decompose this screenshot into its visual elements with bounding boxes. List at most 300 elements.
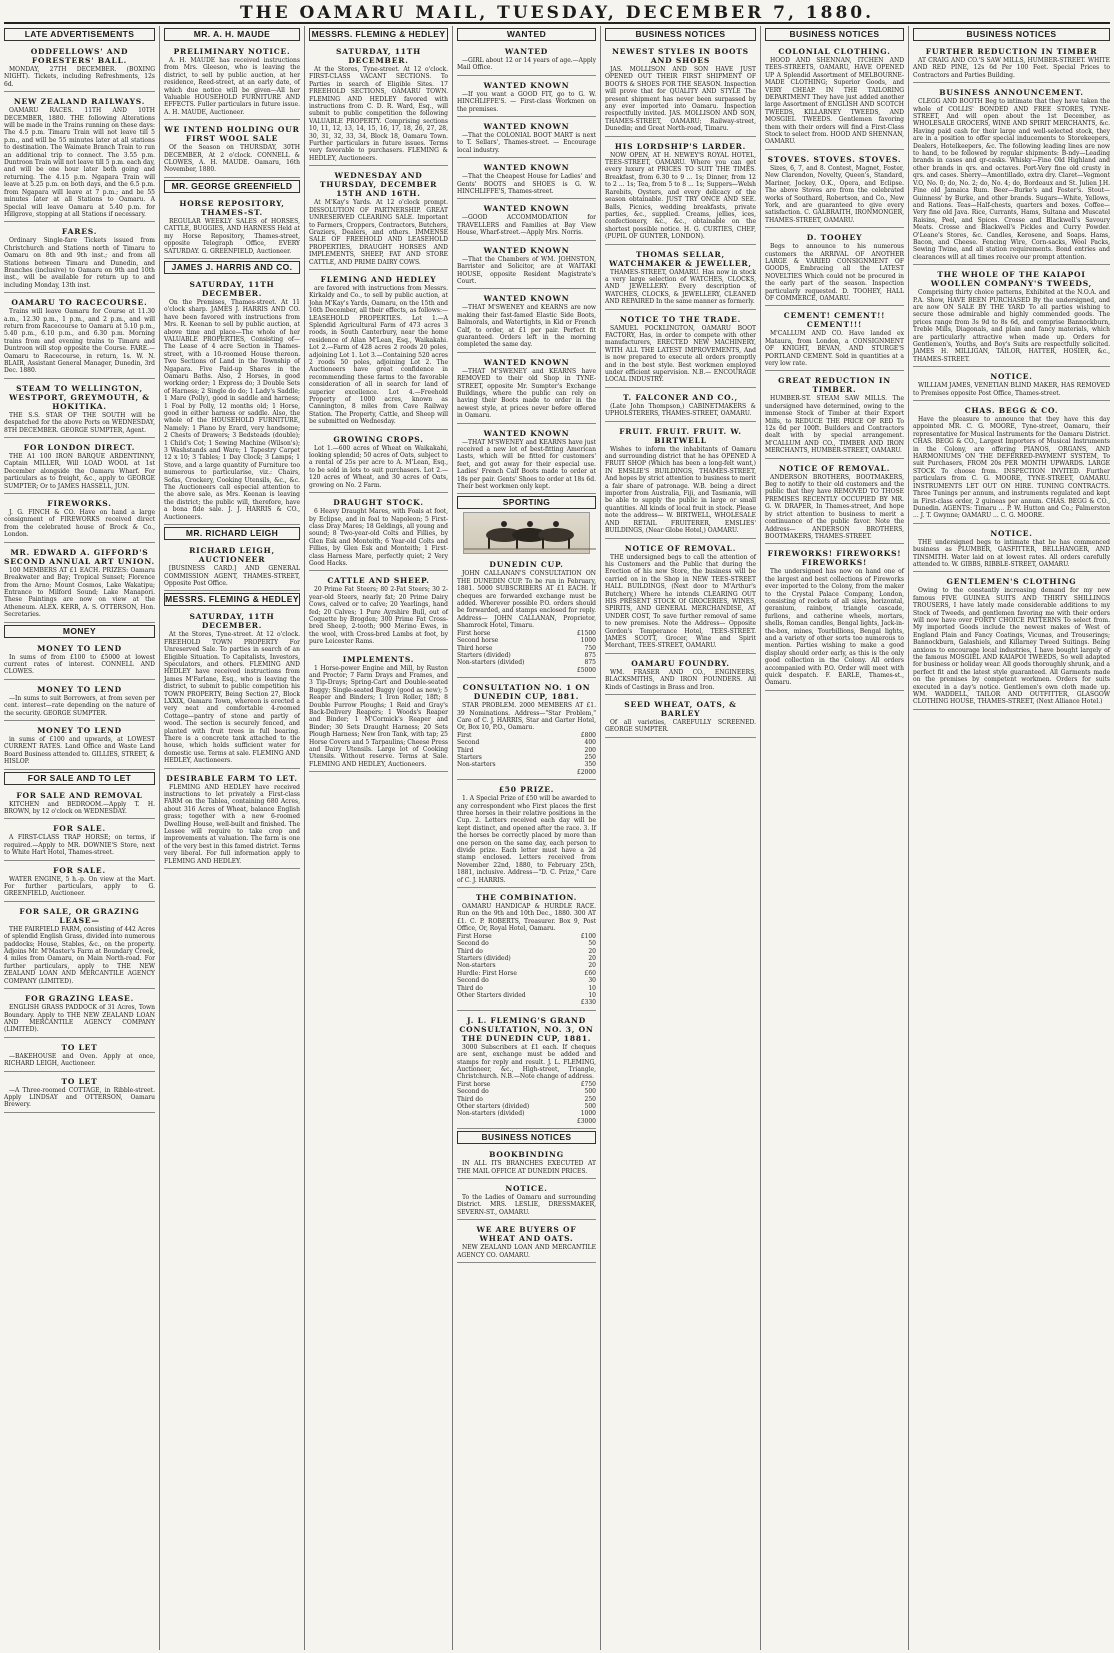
ad-body: —GIRL about 12 or 14 years of age.—Apply Mail Office. bbox=[457, 57, 596, 72]
prize-row bbox=[457, 962, 596, 969]
ad-title: TO LET bbox=[61, 1042, 98, 1052]
ad-body: HOOD AND SHENNAN, ITCHEN AND TEES-STREETS, OAMARU, HAVE OPENED UP A Splendid Assortment of MELBOURNE-MADE CLOTHING; Superior Goods, and VERY CHEAP. IN THE TAILORING DEPARTMENT They have just added another large Assortment of ENGLISH AND SCOTCH TWEEDS, KILLARNEY TWEEDS, AND MOSGIEL TWEEDS. Gentlemen favoring them with their orders will find a First-Class Stock to select from. HOOD AND SHENNAN, OAMARU. bbox=[765, 57, 904, 146]
advertisement bbox=[309, 272, 448, 430]
advertisement bbox=[605, 44, 756, 137]
advertisement bbox=[457, 291, 596, 352]
ad-body: FLEMING AND HEDLEY have received instructions to let privately a First-class FARM on the Tablea, containing 680 Acres, about 316 Acres of Wheat, balance English grass; together with a new 6-roomed Dwelling House, well-built and finished. The Lessee will require to take crop and improvements at valuation. The farm is one of the very best in this famed district. Terms very liberal. For full information apply to FLEMING AND HEDLEY. bbox=[164, 783, 300, 865]
advertisement bbox=[457, 782, 596, 888]
ad-title: WANTED KNOWN bbox=[483, 245, 570, 255]
prize-amount: 250 bbox=[584, 1095, 596, 1103]
advertisement bbox=[457, 1013, 596, 1129]
ad-title: TO LET bbox=[61, 1076, 98, 1086]
prize-row bbox=[457, 739, 596, 746]
ad-title: DESIRABLE FARM TO LET. bbox=[166, 773, 298, 783]
ad-body: NEW ZEALAND LOAN AND MERCANTILE AGENCY CO. OAMARU. bbox=[457, 1244, 596, 1259]
ad-title: MONEY TO LEND bbox=[37, 684, 122, 694]
prize-amount: £60 bbox=[584, 969, 596, 977]
prize-row bbox=[457, 652, 596, 659]
section-header: LATE ADVERTISEMENTS bbox=[4, 28, 155, 41]
ad-body: Owing to the constantly increasing demand for my new famous FIVE GUINEA SUITS AND THIRTY SHILLINGS TROUSERS, I have lately made considerable additions to my Stock of Tweeds, and gentlemen favoring me with their orders will now have over FORTY CHOICE PATTERNS To select from. My imported Goods include the newest makes of West of England Plain and Fancy Coatings, Vicunas, and Trouserings; Bannockburn, Galashiels, and Killarney Tweed Suitings. Being anxious to encourage local industries, I have bought largely of the famous MOSGIEL AND KAIAPOI TWEEDS, So well adapted for business or holiday wear. All goods thoroughly shrunk, and a perfect fit and the latest style guaranteed. All Garments made on the premises by competent workmen. Orders for suits executed in a day's notice. Gentlemen's own cloth made up. WM. WADDELL, TAILOR AND OUTFITTER, GLASGOW CLOTHING HOUSE, THAMES-STREET, (Next Alliance Hotel.) bbox=[913, 587, 1110, 706]
prize-label: First Horse bbox=[457, 932, 492, 940]
prize-row bbox=[457, 761, 596, 768]
ad-body: (Late John Thompson,) CABINETMAKERS & UPHOLSTERERS, THAMES-STREET, OAMARU. bbox=[605, 402, 756, 418]
section-header: JAMES J. HARRIS AND CO. bbox=[164, 261, 300, 274]
ad-body: Have the pleasure to announce that they have this day appointed MR. C. G. MOORE, Tyne-street, Oamaru, their representative for Musical Instruments for the Oamaru District. CHAS. BEGG & CO., Largest Importers of Musical Instruments in the Colony, are offering PIANOS, ORGANS, AND HARMONIUMS ON THE DEFERRED-PAYMENT SYSTEM, To suit Purchasers, FROM 20s PER MONTH UPWARDS. LARGE STOCK To choose from. INSPECTION INVITED. Further particulars from C. G. MOORE, TYNE-STREET, OAMARU. INSTRUMENTS LET OUT ON HIRE. TUNING CONTRACTS. Three Tunings per annum, and instruments regulated and kept in First-class order, 2 guineas per annum. CHAS. BEGG & CO., Dunedin. AGENTS: Timaru ... P. W. Hutton and Co.; Palmerston ... J. T. Gwynne; OAMARU ... C. G. MOORE. bbox=[913, 416, 1110, 520]
advertisement bbox=[4, 723, 155, 770]
prize-label: Other Starters divided bbox=[457, 991, 526, 999]
ad-title: WANTED KNOWN bbox=[483, 428, 570, 438]
advertisement bbox=[457, 1222, 596, 1263]
advertisement bbox=[765, 44, 904, 150]
ad-title: WANTED KNOWN bbox=[483, 294, 570, 304]
prize-row bbox=[457, 1081, 596, 1088]
ad-body: A. H. MAUDE has received instructions from Mrs. Gleeson, who is leaving the district, to sell by public auction, at her residence, Reed-street, at an early date, of which due notice will be given—All her Valuable HOUSEHOLD FURNITURE AND EFFECTS. Fuller particulars in future issue. A. H. MAUDE, Auctioneer. bbox=[164, 57, 300, 116]
ad-body: —In sums to suit Borrowers, at from seven per cent. interest—rate depending on the nature of the security. GEORGE SUMPTER. bbox=[4, 694, 155, 717]
advertisement bbox=[457, 680, 596, 780]
ad-title: DUNEDIN CUP. bbox=[489, 560, 564, 570]
ad-body: MONDAY, 27TH DECEMBER. (BOXING NIGHT). Tickets, including Refreshments, 12s 6d. bbox=[4, 66, 155, 88]
advertisement bbox=[913, 44, 1110, 83]
ad-body: NOW OPEN, AT H. NEWEY'S ROYAL HOTEL, TEES-STREET, OAMARU. Where you can get every luxury at PRICES TO SUIT THE TIMES. Breakfast, from 6.30 to 9 ... 1s; Dinner, from 12 to 2 ... 1s; Tea, from 5 to 8 ... 1s; Suppers—Welsh Rarebits, Oysters, and every delicacy of the season obtainable. JUST TRY ONCE AND SEE. Balls, Picnics, wedding breakfasts, private parties, &c., supplied. Creams, jellies, ices, confectionery, &c., &c., obtainable on the shortest possible notice. H. G. CURTIES, CHEF, (PUPIL OF GUNTER, LONDON). bbox=[605, 151, 756, 241]
ad-body: —THAT M'SWENEY and KEARNS have just received a new lot of best-fitting American Lasts, which will be fitted for customers' feet, and got away for their especial use. Ladies' French Calf Boots made to order at 18s per pair. Gents' Shoes to order at 18s 6d. Their best workmen only kept. bbox=[457, 438, 596, 491]
ad-body: 100 MEMBERS AT £1 EACH. PRIZES: Oamaru Breakwater and Bay; Tropical Sunset; Florence from the Arno; Mount Cosmos, Lake Wakatipu; Entrance to Milford Sound; Lake Manapori. These Paintings are now on view at the Atheneum. ALEX. KERR, A. S. OTTERSON, Hon. Secretaries. bbox=[4, 566, 155, 619]
ad-body: In sums of from £100 to £5000 at lowest current rates of interest. CONNELL AND CLOWES. bbox=[4, 653, 155, 676]
ad-title: DRAUGHT STOCK. bbox=[333, 498, 424, 508]
advertisement bbox=[309, 432, 448, 493]
ad-title: STOVES. STOVES. STOVES. bbox=[767, 154, 902, 164]
ad-body: —That the Chambers of WM. JOHNSTON, Barrister and Solicitor, are at WAITAKI HOUSE, opposite Resident Magistrate's Court. bbox=[457, 255, 596, 285]
advertisement bbox=[164, 44, 300, 120]
ad-body: To the Ladies of Oamaru and surrounding District. MRS. LESLIE, DRESSMAKER, SEVERN-ST., OAMARU. bbox=[457, 1194, 596, 1216]
ad-body: THE FAIRFIELD FARM, consisting of 442 Acres of splendid English Grass, divided into numerous paddocks; House, Stables, &c., on the property. Adjoins Mr. M'Master's Farm at Boundary Creek, 4 miles from Oamaru, on Main North-road. For further particulars, apply to THE NEW ZEALAND LOAN AND MERCANTILE AGENCY COMPANY (LIMITED). bbox=[4, 925, 155, 985]
ad-body: At the Stores, Tyne-street. At 12 o'clock. FREEHOLD TOWN PROPERTY For Unreserved Sale. To parties in search of an Eligible Situation. To Capitalists, Investors, Speculators, and others. FLEMING AND HEDLEY have received instructions from James M'Farlane, Esq., who is leaving the district, to submit to public competition his TOWN PROPERTY, Being Section 27, Block LXXIX, Oamaru Town, whereon is erected a very neat and comfortable 4-roomed Cottage—pantry of stone and partly of wood. The section is securely fenced, and planted with fruit trees in full bearing. There is a concrete tank attached to the house, which holds sufficient water for domestic use. Terms at sale. FLEMING AND HEDLEY, Auctioneers. bbox=[164, 631, 300, 765]
prize-row bbox=[457, 940, 596, 947]
advertisement bbox=[457, 78, 596, 117]
prize-row bbox=[457, 992, 596, 999]
prize-amount: 350 bbox=[584, 761, 596, 769]
ad-title: ODDFELLOWS' AND FORESTERS' BALL. bbox=[30, 47, 129, 65]
advertisement bbox=[4, 496, 155, 543]
advertisement bbox=[913, 267, 1110, 367]
prize-label: First bbox=[457, 731, 472, 739]
racehorse-engraving bbox=[463, 512, 590, 554]
section-header: MR. A. H. MAUDE bbox=[164, 28, 300, 41]
ad-title: CONSULTATION NO. 1 ON DUNEDIN CUP, 1881. bbox=[462, 683, 591, 702]
section-header: BUSINESS NOTICES bbox=[765, 28, 904, 41]
ad-title: COLONIAL CLOTHING. bbox=[778, 47, 891, 56]
advertisement bbox=[4, 863, 155, 902]
section-header: BUSINESS NOTICES bbox=[605, 28, 756, 41]
advertisement bbox=[605, 424, 756, 539]
ad-body: THE S.S. STAR OF THE SOUTH will be despatched for the above Ports on WEDNESDAY, 8TH DECEMBER. GEORGE SUMPTER, Agent. bbox=[4, 411, 155, 434]
ad-body: 1. A Special Prize of £50 will be awarded to any correspondent who First places the first three horses in their relative positions in the Cup. 2. Letters received each day will be kept distinct, and opened after the race. 3. If the horses be correctly placed by more than one person on the same day, each person to divide prize. Each letter must have a 2d stamp enclosed. Letters received from November 22nd, 1880, to February 25th, 1881, inclusive. Address—"D. C. Prize," Care of C. J. HARRIS. bbox=[457, 795, 596, 884]
section-header: MONEY bbox=[4, 625, 155, 638]
ad-body: Lot 1.—600 acres of Wheat on Waikakahi, looking splendid; 50 acres of Oats, subject to a rental of 25s per acre to A. M'Lean, Esq., to be sold in lots to suit purchasers. Lot 2.—120 acres of Wheat, and 30 acres of Oats, growing on No. 2 Farm. bbox=[309, 444, 448, 489]
prize-label: Non-starters (divided) bbox=[457, 659, 525, 667]
advertisement bbox=[4, 440, 155, 494]
prize-row bbox=[457, 637, 596, 644]
prize-row bbox=[457, 645, 596, 652]
masthead-rule bbox=[4, 22, 1110, 24]
ad-title: FURTHER REDUCTION IN TIMBER bbox=[925, 47, 1098, 56]
advertisement bbox=[309, 168, 448, 270]
section-header: MESSRS. FLEMING & HEDLEY bbox=[309, 28, 448, 41]
ad-body: —GOOD ACCOMMODATION for TRAVELLERS and Families at Bay View House, Wharf-street.—Apply Mrs. Norris. bbox=[457, 214, 596, 237]
ad-title: WANTED KNOWN bbox=[483, 80, 570, 90]
ad-title: THE COMBINATION. bbox=[475, 893, 578, 903]
prize-amount: 750 bbox=[584, 644, 596, 652]
ad-title: WANTED KNOWN bbox=[483, 357, 570, 367]
ad-title: FRUIT. FRUIT. FRUIT. W. BIRTWELL bbox=[619, 426, 742, 445]
advertisement bbox=[457, 243, 596, 290]
advertisement bbox=[457, 890, 596, 1011]
ad-title: FOR SALE. bbox=[53, 865, 106, 875]
ad-body: —If you want a GOOD FIT, go to G. W. HINCHLIFFE'S. — First-class Workmen on the premises. bbox=[457, 90, 596, 113]
advertisement bbox=[4, 682, 155, 721]
ad-body: [BUSINESS CARD.] AND GENERAL COMMISSION AGENT, THAMES-STREET, Opposite Post Office. bbox=[164, 565, 300, 587]
advertisement bbox=[4, 904, 155, 989]
ad-title: WANTED KNOWN bbox=[483, 122, 570, 132]
advertisement bbox=[765, 461, 904, 545]
ad-title: MONEY TO LEND bbox=[37, 643, 122, 653]
ad-body: A FIRST-CLASS TRAP HORSE; on terms, if required.—Apply to MR. DOWNIE'S Store, next to White Hart Hotel, Thames-street. bbox=[4, 834, 155, 857]
ad-body: 6 Heavy Draught Mares, with Foals at foot, by Eclipse, and in foal to Napoleon; 5 First-class Dray Mares; 18 Geldings, all young and sound; 8 Two-year-old Colts and Fillies, by Glen Esk and Monteith; 6 Year-old Colts and Fillies, by Glen Esk and Monteith; 1 First-class Harness Mare, perfectly quiet; 2 Very Good Hacks. bbox=[309, 508, 448, 567]
ad-body: Of the Season on THURSDAY, 30TH DECEMBER, At 2 o'clock. CONNELL & CLOWES, A. H. MAUDE. Oamaru, 16th November, 1880. bbox=[164, 144, 300, 174]
ad-title: NEWEST STYLES IN BOOTS AND SHOES bbox=[612, 47, 749, 65]
ad-title: FIREWORKS. bbox=[47, 499, 112, 509]
prize-label: Non-starters (divided) bbox=[457, 1110, 525, 1118]
prize-amount: £330 bbox=[580, 999, 596, 1007]
advertisement bbox=[4, 545, 155, 623]
ad-body: Sizes, 6, 7, and 8. Contest, Magnet, Foster, New Clarendon, Novelty, Queen's, Standard, Mariner, Jockey, O.K., Opera, and Eclipse. The above Stoves are from the celebrated works of Southard, Robertson, and Co., New York, and are guaranteed to give every satisfaction. C. GALBRAITH, IRONMONGER, THAMES-STREET, OAMARU. bbox=[765, 164, 904, 224]
ad-title: D. TOOHEY bbox=[806, 233, 863, 243]
ad-body: At the Stores, Tyne-street. At 12 o'clock. FIRST-CLASS VACANT SECTIONS. To Parties in search of Eligible Sites. 17 FREEHOLD SECTIONS, OAMARU TOWN. FLEMING AND HEDLEY favored with instructions from C. D. R. Ward, Esq., will submit to public competition the following VALUABLE PROPERTY. Comprising sections 10, 11, 12, 13, 14, 15, 16, 17, 18, 26, 27, 28, 30, 31, 32, 33, 34, Block 18, Oamaru Town. Further particulars in future issues. Terms very favorable to purchasers. FLEMING & HEDLEY, Auctioneers. bbox=[309, 66, 448, 162]
ad-title: FOR LONDON DIRECT. bbox=[23, 443, 136, 453]
advertisement bbox=[605, 247, 756, 310]
ad-body: THE undersigned begs to call the attention of his Customers and the Public that during the Erection of his new Store, the business will be carried on in the Shop in NEW TEES-STREET HALL BUILDINGS, (Next door to M'Arthur's Butchery,) Where he intends CLEARING OUT HIS PRESENT STOCK Of GROCERIES, WINES, SPIRITS, AND GENERAL MERCHANDISE, AT UNDER COST, To save further removal of same to new premises. Note the Address— Opposite Gordon's Temperance Hotel, TEES-STREET. JAMES SCOTT, Grocer, Wine and Spirit Merchant, TEES-STREET, OAMARU. bbox=[605, 553, 756, 650]
prize-label: Other starters (divided) bbox=[457, 1103, 530, 1110]
ad-title: RICHARD LEIGH, AUCTIONEER bbox=[189, 546, 275, 565]
prize-amount: 250 bbox=[584, 753, 596, 761]
prize-row bbox=[457, 955, 596, 962]
ad-title: FIREWORKS! FIREWORKS! FIREWORKS! bbox=[767, 549, 902, 568]
ad-title: J. L. FLEMING'S GRAND CONSULTATION, NO. 3, ON THE DUNEDIN CUP, 1881. bbox=[459, 1015, 594, 1043]
advertisement bbox=[4, 44, 155, 92]
prize-amount: 50 bbox=[588, 940, 596, 948]
prize-label: Second do bbox=[457, 1088, 489, 1096]
ad-title: PRELIMINARY NOTICE. bbox=[173, 47, 291, 56]
ad-body: are favored with instructions from Messrs. Kirkaldy and Co., to sell by public auction, at John M'Kay's Yards, Oamaru, on the 15th and 16th December, all their effects, as follows:— LEASEHOLD PROPERTIES. Lot 1.—A Splendid Agricultural Farm of 473 acres 3 roods, in South Canterbury, near the home residence of Allan M'Lean, Esq., Waikakahi. Lot 2.—Farm of 428 acres 2 roods 20 poles, adjoining Lot 1. Lot 3.—Containing 520 acres 2 roods 50 poles, adjoining Lot 2. The Auctioneers have great confidence in recommending these farms to the favorable consideration of all in search for land of superior excellence. Lot 4.—Freehold Property of 1000 acres, known as Cannington, 8 miles from Cave Railway Station. The Property, Cattle, and Sheep will be submitted on Wednesday. bbox=[309, 284, 448, 426]
prize-row bbox=[457, 1110, 596, 1117]
ad-body: SAMUEL POCKLINGTON, OAMARU BOOT FACTORY, Has, in order to compete with other manufacturers, ERECTED NEW MACHINERY, WITH ALL THE LATEST IMPROVEMENTS, And is now prepared to execute all orders promptly and in the best style. Best workmen employed under efficient supervision. N.B.— ENCOURAGE LOCAL INDUSTRY. bbox=[605, 324, 756, 384]
advertisement bbox=[4, 1040, 155, 1072]
ad-title: NOTICE OF REMOVAL. bbox=[778, 463, 891, 473]
advertisement bbox=[605, 139, 756, 245]
advertisement bbox=[164, 277, 300, 525]
prize-label: Starters (divided) bbox=[457, 954, 511, 962]
column-5 bbox=[600, 26, 760, 1650]
prize-row bbox=[457, 999, 596, 1006]
ad-title: FARES. bbox=[61, 227, 98, 237]
ad-body: —THAT M'SWENEY and KEARNS have REMOVED to their old Shop in TYNE-STREET, opposite Mr. Sumpter's Exchange Buildings, where the public can rely on having their Boots made to order in the newest style, at prices never before offered in Oamaru. bbox=[457, 367, 596, 420]
ad-title: GENTLEMEN'S CLOTHING bbox=[946, 577, 1077, 587]
ad-title: BUSINESS ANNOUNCEMENT. bbox=[939, 88, 1084, 98]
ad-body: THE undersigned begs to intimate that he has commenced business as PLUMBER, GASFITTER, BELLHANGER, AND TINSMITH. Water laid on at lowest rates. All orders carefully attended to. W. GIBBS, RIBBLE-STREET, OAMARU. bbox=[913, 538, 1110, 568]
column-7 bbox=[908, 26, 1114, 1650]
prize-label: Third do bbox=[457, 984, 483, 992]
advertisement bbox=[457, 1147, 596, 1179]
prize-row bbox=[457, 747, 596, 754]
advertisement bbox=[913, 574, 1110, 710]
section-header: BUSINESS NOTICES bbox=[913, 28, 1110, 41]
ad-title: NOTICE. bbox=[990, 372, 1033, 382]
ad-title: WE INTEND HOLDING OUR FIRST WOOL SALE bbox=[164, 125, 300, 144]
advertisement bbox=[457, 201, 596, 240]
advertisement bbox=[164, 196, 300, 259]
prize-label: First horse bbox=[457, 629, 491, 637]
prize-amount: 20 bbox=[588, 962, 596, 970]
prize-amount: 10 bbox=[588, 991, 596, 999]
ad-title: WANTED KNOWN bbox=[483, 204, 570, 214]
ad-body: WILLIAM JAMES, VENETIAN BLIND MAKER, HAS REMOVED to Premises opposite Post Office, Thames-street. bbox=[913, 382, 1110, 397]
advertisement bbox=[4, 821, 155, 860]
prize-amount: £1500 bbox=[576, 629, 596, 637]
prize-label: Starters (divided) bbox=[457, 651, 511, 659]
advertisement bbox=[457, 557, 596, 678]
advertisement bbox=[605, 390, 756, 422]
ad-title: NOTICE. bbox=[505, 1184, 548, 1194]
ad-title: IMPLEMENTS. bbox=[342, 654, 415, 664]
advertisement bbox=[913, 369, 1110, 401]
prize-amount: 200 bbox=[584, 746, 596, 754]
ad-body: JAS. MOLLISON AND SON HAVE JUST OPENED OUT THEIR FIRST SHIPMENT OF BOOTS & SHOES FOR THE SEASON. Inspection will prove that for QUALITY AND STYLE The present shipment has never been surpassed by any ever imported into Oamaru. Inspection respectfully invited. JAS. MOLLISON AND SON, THAMES-STREET, OAMARU; Railway-street, Dunedin; and Great North-road, Timaru. bbox=[605, 66, 756, 133]
ad-body: ANDERSON BROTHERS, BOOTMAKERS, Beg to notify to their old customers and the public that they have REMOVED TO THOSE PREMISES RECENTLY OCCUPIED BY MR. G. W. DRAPER, In Thames-street, And hope by strict attention to business to merit a continuance of the public favor. Note the Address— ANDERSON BROTHERS, BOOTMAKERS, THAMES-STREET. bbox=[765, 473, 904, 540]
prize-row bbox=[457, 630, 596, 637]
ad-body: in sums of £100 and upwards, at LOWEST CURRENT RATES. Land Office and Waste Land Board Business attended to. GILLIES, STREET, & HISLOP. bbox=[4, 735, 155, 766]
prize-label: Non-starters bbox=[457, 761, 496, 769]
advertisement bbox=[164, 122, 300, 178]
advertisement bbox=[457, 355, 596, 424]
section-header: MR. RICHARD LEIGH bbox=[164, 527, 300, 540]
ad-title: SEED WHEAT, OATS, & BARLEY bbox=[624, 700, 737, 718]
masthead: THE OAMARU MAIL, TUESDAY, DECEMBER 7, 1880. bbox=[239, 3, 875, 23]
ad-body: WATER ENGINE, 5 h.-p. On view at the Mart. For further particulars, apply to G. GREENFIELD, Auctioneer. bbox=[4, 875, 155, 898]
advertisement bbox=[765, 152, 904, 228]
prize-row bbox=[457, 1118, 596, 1125]
prize-row bbox=[457, 948, 596, 955]
prize-label: Non-starters bbox=[457, 962, 496, 970]
advertisement bbox=[913, 85, 1110, 265]
prize-label: Second do bbox=[457, 940, 489, 948]
advertisement bbox=[164, 609, 300, 768]
prize-amount: £750 bbox=[580, 1080, 596, 1088]
ad-title: NOTICE TO THE TRADE. bbox=[620, 314, 741, 324]
advertisement bbox=[4, 788, 155, 820]
prize-label: Hurdle: First Horse bbox=[457, 969, 517, 977]
ad-body: Trains will leave Oamaru for Course at 11.30 a.m., 12.30 p.m., 1 p.m., and 2 p.m., and will return from Racecourse to Oamaru at 5.10 p.m., 5.40 p.m., 6.10 p.m., and 6.30 p.m. Morning trains from and evening trains to Timaru and Duntroon will stop opposite the Course. FARE.—Oamaru to Racecourse, in return, 1s. W. N. BLAIR, Assistant General Manager, Dunedin, 3rd Dec. 1880. bbox=[4, 308, 155, 375]
ad-title: WE ARE BUYERS OF WHEAT AND OATS. bbox=[476, 1225, 577, 1244]
ad-title: SATURDAY, 11TH DECEMBER. bbox=[189, 279, 275, 298]
ad-body: IN ALL ITS BRANCHES EXECUTED AT THE MAIL OFFICE AT DUNEDIN PRICES. bbox=[457, 1160, 596, 1175]
ad-title: GROWING CROPS. bbox=[333, 434, 424, 444]
prize-amount: £5000 bbox=[576, 666, 596, 674]
ad-body: AT CRAIG AND CO.'S SAW MILLS, HUMBER-STREET. WHITE AND RED PINE, 12s 6d Per 100 Feet. Special Prices to Contractors and Parties Building. bbox=[913, 57, 1110, 79]
advertisement bbox=[605, 697, 756, 738]
prize-amount: £800 bbox=[580, 731, 596, 739]
ad-body: 20 Prime Fat Steers; 80 2-Fat Steers; 30 2-year-old Steers, nearly fat; 20 Prime Dairy Cows, calved or to calve; 20 Yearlings, hand fed; 20 Calves; 1 Pure Ayrshire Bull, out of Coquette by Brogden; 300 Prime Fat Cross-bred Sheep, 2-tooth; 900 Merino Ewes, in the wool, with Cross-bred Lambs at foot, by pure Leicester Rams. bbox=[309, 586, 448, 646]
advertisement bbox=[457, 1181, 596, 1220]
ad-body: —A Three-roomed COTTAGE, in Ribble-street. Apply LINDSAY and OTTERSON, Oamaru Brewery. bbox=[4, 1086, 155, 1109]
prize-label: Second horse bbox=[457, 637, 499, 645]
advertisement bbox=[605, 656, 756, 695]
advertisement bbox=[4, 381, 155, 438]
advertisement bbox=[765, 230, 904, 306]
ad-body: CLEGG AND BOOTH Beg to intimate that they have taken the whole of COLLIS' BONDED AND FREE STORES, TYNE-STREET, And will open about the 1st December, as WHOLESALE GROCERS, WINE AND SPIRIT MERCHANTS, &c. Having paid cash for their large and well-selected stock, they are in a position to offer special inducements to Storekeepers, Dealers, Hotelkeepers, &c. The following leading lines are now to hand, to be followed by regular shipments: B-ndy—Leading brands in cases and qr-casks. Whisky—Fine Old Highland and other brands in qrs. and octaves. Port-Very fine old crusty in qrs. and cases. Sherry—Amontillado, extra dry. Claret—Vegmont V.O, No. 0; do, No. 2; do, No. 4; do, Bordeaux and St. Julien J.H. Fine old Jamaica Rum. Beer—Burke's and Foster's. Stout—Guinness' by Burke, and other brands. Sugars—White, Yellows, and Rations. Teas—Half-chests, quarters and boxes. Coffee—Very fine old Java. Rice, Currants, Hams, Sultana and Muscatel Raisins, Peel, and Spices. Crosse and Blackwell's Savoury Meats. Crosse and Blackwell's Pickles and Curry Powder. O'Leane's Stores, &c. Candles, Kerosene, and Soaps. Hams, Bacon, and Cheese. Fencing Wire, Corn-sacks, Wool Packs, Sewing Twine, and all station requirements. Bond entries and clearances will at all times receive our prompt attention. bbox=[913, 98, 1110, 261]
prize-amount: 20 bbox=[588, 947, 596, 955]
ad-body: 3000 Subscribers at £1 each. If cheques are sent, exchange must be added and stamps for reply and result. J. L. FLEMING, Auctioneer, &c., High-street, Triangle, Christchurch. N.B.—Note change of address. bbox=[457, 1043, 596, 1081]
ad-title: HORSE REPOSITORY, THAMES-ST. bbox=[179, 198, 285, 217]
advertisement bbox=[4, 295, 155, 379]
prize-label: Second do bbox=[457, 977, 489, 985]
ad-title: NEW ZEALAND RAILWAYS. bbox=[13, 97, 146, 107]
advertisement bbox=[765, 373, 904, 458]
prize-label: First horse bbox=[457, 1080, 491, 1088]
ad-body: —BAKEHOUSE and Oven. Apply at once, RICHARD LEIGH, Auctioneer. bbox=[4, 1052, 155, 1068]
advertisement bbox=[309, 495, 448, 571]
prize-amount: 875 bbox=[584, 651, 596, 659]
ad-title: £50 PRIZE. bbox=[498, 785, 555, 795]
ad-title: CATTLE AND SHEEP. bbox=[327, 576, 430, 586]
prize-amount: 500 bbox=[584, 1103, 596, 1110]
ad-body: WM. FRASER AND CO., ENGINEERS, BLACKSMITHS, AND IRON FOUNDERS. All Kinds of Castings in Brass and Iron. bbox=[605, 668, 756, 691]
section-header: WANTED bbox=[457, 28, 596, 41]
ad-title: T. FALCONER AND CO., bbox=[623, 392, 738, 402]
section-header: MR. GEORGE GREENFIELD bbox=[164, 180, 300, 193]
advertisement bbox=[4, 224, 155, 293]
ad-title: BOOKBINDING bbox=[489, 1150, 564, 1160]
prize-label: Third do bbox=[457, 947, 483, 955]
ad-title: GREAT REDUCTION IN TIMBER. bbox=[778, 376, 891, 395]
advertisement bbox=[457, 44, 596, 76]
ad-body: The undersigned has now on hand one of the largest and best collections of Fireworks ever imported to the Colony, from the maker to the Crystal Palace Company, London, consisting of rockets of all sizes, horizontal, geranium, rainbow, triangle cascade, furlions, and catherine wheels, mortars, shells, Roman candles, Bengal lights, Jack-in-the-box, mines, Tourbillions, Bengal lights, and a variety of other sorts too numerous to mention. Parties wishing to make a good display should order early, as this is the only good collection in the Colony. All orders accompanied with P.O. Order will meet with quick despatch. F. EARLE, Thames-st., Oamaru. bbox=[765, 568, 904, 687]
ad-body: Ordinary Single-fare Tickets issued from Christchurch and Stations north of Timaru to Oamaru on 8th and 9th inst.; and from all Stations between Timaru and Dunedin, and Branches (inclusive) to Oamaru on 9th and 10th inst., will be available for return up to and including Monday, 13th inst. bbox=[4, 237, 155, 289]
horse-illustration bbox=[464, 513, 596, 553]
ad-body: Comprising thirty choice patterns, Exhibited at the N.O.A. and P.A. Show, HAVE BEEN PURCHASED By the undersigned, and are now ON SALE BY THE YARD To all parties wishing to secure those admirable and highly commended goods. The prices range from 3s 9d to 8s 6d, and comprise Bannockburn, Treble Mills, Diagonals, and plain and fancy materials, which are particularly attractive when made up. Orders for Gentlemen's, Youths, and Boy's Suits are respectfully solicited. JAMES H. MILLIGAN, TAILOR, HATTER, HOSIER, &c., THAMES-STREET. bbox=[913, 289, 1110, 363]
ad-body: On the Premises, Thames-street. At 11 o'clock sharp. JAMES J. HARRIS AND CO. have been favored with instructions from Mrs. R. Keenan to sell by public auction, at above time and place—The whole of her VALUABLE PROPERTIES, Consisting of—The Lease of 4 acre Section in Thames-street, with a 10-roomed House thereon. Two Sections of Land in the Township of Ngapara. Five Paid-up Shares in the Oamaru Baths. Also, 2 Horses, in good working order; 1 Express do; 3 Double Sets of Harness; 2 Single do do; 1 Lady's Saddle; 1 Mare (Polly), good in saddle and harness; 1 Foal by Polly, 12 months old; 1 Horse, good in either harness or saddle. Also, the whole of the HOUSEHOLD FURNITURE, Namely: 1 Piano by Erard, very handsome; 2 Chests of Drawers; 3 Bedsteads (double); 1 Child's Cot; 1 Sewing Machine (Wilson's); 3 Washstands and Ware; 1 Tapestry Carpet 12 x 10; 3 Tables; 1 Day Clock; 3 Lamps; 1 Stove, and a large quantity of Furniture too numerous to particularise, viz.: Chairs, Sofas, Crockery, Cooking Utensils, &c., &c. The Auctioneers call especial attention to the above sale, as Mrs. Keenan is leaving the district; the public will, therefore, have a bona fide sale. J. J. HARRIS & CO., Auctioneers. bbox=[164, 298, 300, 521]
prize-label: Third horse bbox=[457, 644, 493, 652]
ad-title: FLEMING AND HEDLEY bbox=[320, 274, 437, 284]
ad-body: THAMES-STREET, OAMARU. Has now in stock a very large selection of WATCHES, CLOCKS, AND JEWELLERY. Every description of WATCHES, CLOCKS, & JEWELLERY, CLEANED AND REPAIRED In the same manner as formerly. bbox=[605, 268, 756, 306]
ad-body: Begs to announce to his numerous customers the ARRIVAL OF ANOTHER LARGE & VARIED CONSIGNMENT OF GOODS, Embracing all the LATEST NOVELTIES Which could not be procured in the early part of the season. Inspection particularly requested. D. TOOHEY, HALL OF COMMERCE, OAMARU. bbox=[765, 243, 904, 302]
prize-row bbox=[457, 769, 596, 776]
ad-title: THOMAS SELLAR, WATCHMAKER & JEWELLER, bbox=[609, 249, 752, 268]
ad-body: OAMARU RACES. 11TH AND 10TH DECEMBER, 1880. THE following Alterations will be made in the Trains running on these days: The 4.5 p.m. Timaru Train will not leave till 5 p.m., and will be 55 minutes later at all stations to destination. The Waimate Branch Train to run an additional trip to connect. The 3.55 p.m. Duntroon Train will not leave till 5 p.m. each day, and will be one hour later both going and returning. The 4.15 p.m. Ngapara Train will leave at 5.25 p.m. on both days, and the 6.5 p.m. from Ngapara will leave at 7 p.m.; and be 55 minutes later at all Stations to Oamaru. A Special will leave Oamaru at 5.40 p.m. for Hillgrove, stopping at all Stations if necessary. bbox=[4, 107, 155, 218]
ad-title: OAMARU TO RACECOURSE. bbox=[11, 298, 148, 308]
prize-row bbox=[457, 1088, 596, 1095]
prize-amount: 30 bbox=[588, 977, 596, 985]
section-header: SPORTING bbox=[457, 496, 596, 509]
prize-row bbox=[457, 1096, 596, 1103]
ad-title: THE WHOLE OF THE KAIAPOI WOOLLEN COMPANY'S TWEEDS, bbox=[930, 270, 1093, 289]
advertisement bbox=[4, 641, 155, 680]
ad-title: SATURDAY, 11TH DECEMBER. bbox=[189, 612, 275, 631]
ad-body: J. G. FINCH & CO. Have on hand a large consignment of FIREWORKS received direct from the celebrated house of Brock & Co., London. bbox=[4, 509, 155, 539]
column-1 bbox=[0, 26, 159, 1650]
ad-body: REGULAR WEEKLY SALES of HORSES, CATTLE, BUGGIES, AND HARNESS Held at my Horse Repository, Thames-street, opposite Telegraph Office, EVERY SATURDAY. G. GREENFIELD, Auctioneer. bbox=[164, 217, 300, 255]
advertisement bbox=[164, 543, 300, 591]
ad-title: HIS LORDSHIP'S LARDER. bbox=[614, 141, 747, 151]
ad-title: WANTED KNOWN bbox=[483, 163, 570, 173]
prize-row bbox=[457, 985, 596, 992]
ad-body: ENGLISH GRASS PADDOCK of 31 Acres, Town Boundary. Apply to THE NEW ZEALAND LOAN AND MERCANTILE AGENCY COMPANY (LIMITED). bbox=[4, 1004, 155, 1034]
prize-amount: 1000 bbox=[580, 1110, 596, 1118]
advertisement bbox=[309, 652, 448, 773]
prize-amount: £2000 bbox=[576, 768, 596, 776]
ad-title: CEMENT! CEMENT!! CEMENT!!! bbox=[783, 311, 886, 330]
prize-row bbox=[457, 667, 596, 674]
ad-body: KITCHEN and BEDROOM.—Apply T. H. BROWN, by 12 o'clock on WEDNESDAY. bbox=[4, 800, 155, 815]
ad-body: JOHN CALLANAN'S CONSULTATION ON THE DUNEDIN CUP. To be run in February, 1881. 5000 SUBSCRIBERS AT £1 EACH. If cheques are forwarded exchange must be added. Wherever possible P.O. orders should be forwarded, and stamps enclosed for reply. Address— JOHN CALLANAN, Proprietor, Shamrock Hotel, Timaru. bbox=[457, 570, 596, 630]
prize-label: Starters bbox=[457, 753, 482, 761]
ad-title: NOTICE. bbox=[990, 528, 1033, 538]
ad-body: HUMBER-ST. STEAM SAW MILLS. The undersigned have determined, owing to the immense Stock of Timber at their Export Mills, to REDUCE THE PRICE OF RED To 12s 6d per 100ft. Builders and Contractors dealt with by special arrangement. M'CALLUM AND CO., TIMBER AND IRON MERCHANTS, HUMBER-STREET, OAMARU. bbox=[765, 395, 904, 455]
prize-amount: £100 bbox=[580, 932, 596, 940]
ad-title: NOTICE OF REMOVAL. bbox=[624, 543, 737, 553]
advertisement bbox=[913, 403, 1110, 524]
prize-amount: £3000 bbox=[576, 1117, 596, 1125]
advertisement bbox=[457, 119, 596, 158]
ad-body: —That the Cheapest House for Ladies' and Gents' BOOTS and SHOES is G. W. HINCHLIFFE'S, Thames-street. bbox=[457, 173, 596, 196]
advertisement bbox=[605, 541, 756, 654]
ad-title: FOR SALE. bbox=[53, 824, 106, 834]
advertisement bbox=[457, 160, 596, 199]
ad-body: STAR PROBLEM. 2000 MEMBERS AT £1. 39 Nominations. Address—"Star Problem," Care of C. J. HARRIS, Star and Garter Hotel, Or, Box 10, P.O., Oamaru. bbox=[457, 702, 596, 732]
advertisement bbox=[309, 573, 448, 649]
ad-title: WEDNESDAY AND THURSDAY, DECEMBER 15TH AND 16TH. bbox=[319, 171, 438, 199]
ad-title: OAMARU FOUNDRY. bbox=[631, 658, 730, 668]
ad-body: At M'Kay's Yards. At 12 o'clock prompt. DISSOLUTION OF PARTNERSHIP. GREAT UNRESERVED CLEARING SALE. Important to Farmers, Croppers, Contractors, Butchers, Graziers, Dealers, and others. IMMENSE SALE OF FREEHOLD AND LEASEHOLD PROPERTIES, DRAUGHT HORSES AND IMPLEMENTS, SHEEP, FAT AND STORE CATTLE, AND PRIME DAIRY COWS. bbox=[309, 199, 448, 266]
prize-row bbox=[457, 659, 596, 666]
ad-title: CHAS. BEGG & CO. bbox=[964, 406, 1059, 416]
column-4 bbox=[452, 26, 600, 1650]
prize-label: Second bbox=[457, 739, 480, 747]
ad-title: FOR SALE, OR GRAZING LEASE— bbox=[19, 906, 140, 925]
ad-body: Wishes to inform the inhabitants of Oamaru and surrounding district that he has OPENED A FRUIT SHOP (Which has been a long-felt want,) IN EMSLIE'S BUILDINGS, THAMES-STREET, And hopes by strict attention to business to merit a fair share of patronage. W.B. being a direct importer from Australia, Fiji, and Tasmania, will be able to supply the public in large or small quantities. All kinds of local fruit in stock. Please note the address— W. BIRTWELL, WHOLESALE AND RETAIL FRUITERER, EMSLIES' BUILDINGS, (Near Globe Hotel,) OAMARU. bbox=[605, 445, 756, 535]
section-header: FOR SALE AND TO LET bbox=[4, 772, 155, 785]
prize-label: Third do bbox=[457, 1095, 483, 1103]
advertisement bbox=[4, 94, 155, 222]
prize-row bbox=[457, 1103, 596, 1110]
advertisement bbox=[605, 312, 756, 388]
prize-label: Third bbox=[457, 746, 474, 754]
prize-amount: 875 bbox=[584, 659, 596, 667]
prize-row bbox=[457, 970, 596, 977]
ad-body: M'CALLUM AND CO. Have landed ex Mataura, from London, a CONSIGNMENT OF KNIGHT, BEVAN, AND STURGE'S PORTLAND CEMENT. Sold in quantities at a very low rate. bbox=[765, 330, 904, 367]
ad-title: MR. EDWARD A. GIFFORD'S SECOND ANNUAL ART UNION. bbox=[4, 547, 155, 566]
ad-title: MONEY TO LEND bbox=[37, 725, 122, 735]
ad-body: —That the COLONIAL BOOT MART is next to T. Sellars', Thames-street. — Encourage local industry. bbox=[457, 132, 596, 154]
ad-title: STEAM TO WELLINGTON, WESTPORT, GREYMOUTH, & HOKITIKA. bbox=[9, 383, 150, 411]
advertisement bbox=[457, 426, 596, 495]
prize-amount: 1000 bbox=[580, 637, 596, 645]
column-3 bbox=[304, 26, 452, 1650]
ad-title: SATURDAY, 11TH DECEMBER. bbox=[335, 47, 422, 65]
prize-amount: 20 bbox=[588, 954, 596, 962]
prize-row bbox=[457, 933, 596, 940]
advertisement bbox=[765, 308, 904, 371]
prize-amount: 500 bbox=[584, 1088, 596, 1096]
ad-body: —THAT M'SWENEY and KEARNS are now making their fast-famed Elastic Side Boots, Balmorals, and Watertights, in Kid or French Calf, to order, at £1 per pair. Perfect fit guaranteed. Orders left in the morning completed the same day. bbox=[457, 304, 596, 349]
